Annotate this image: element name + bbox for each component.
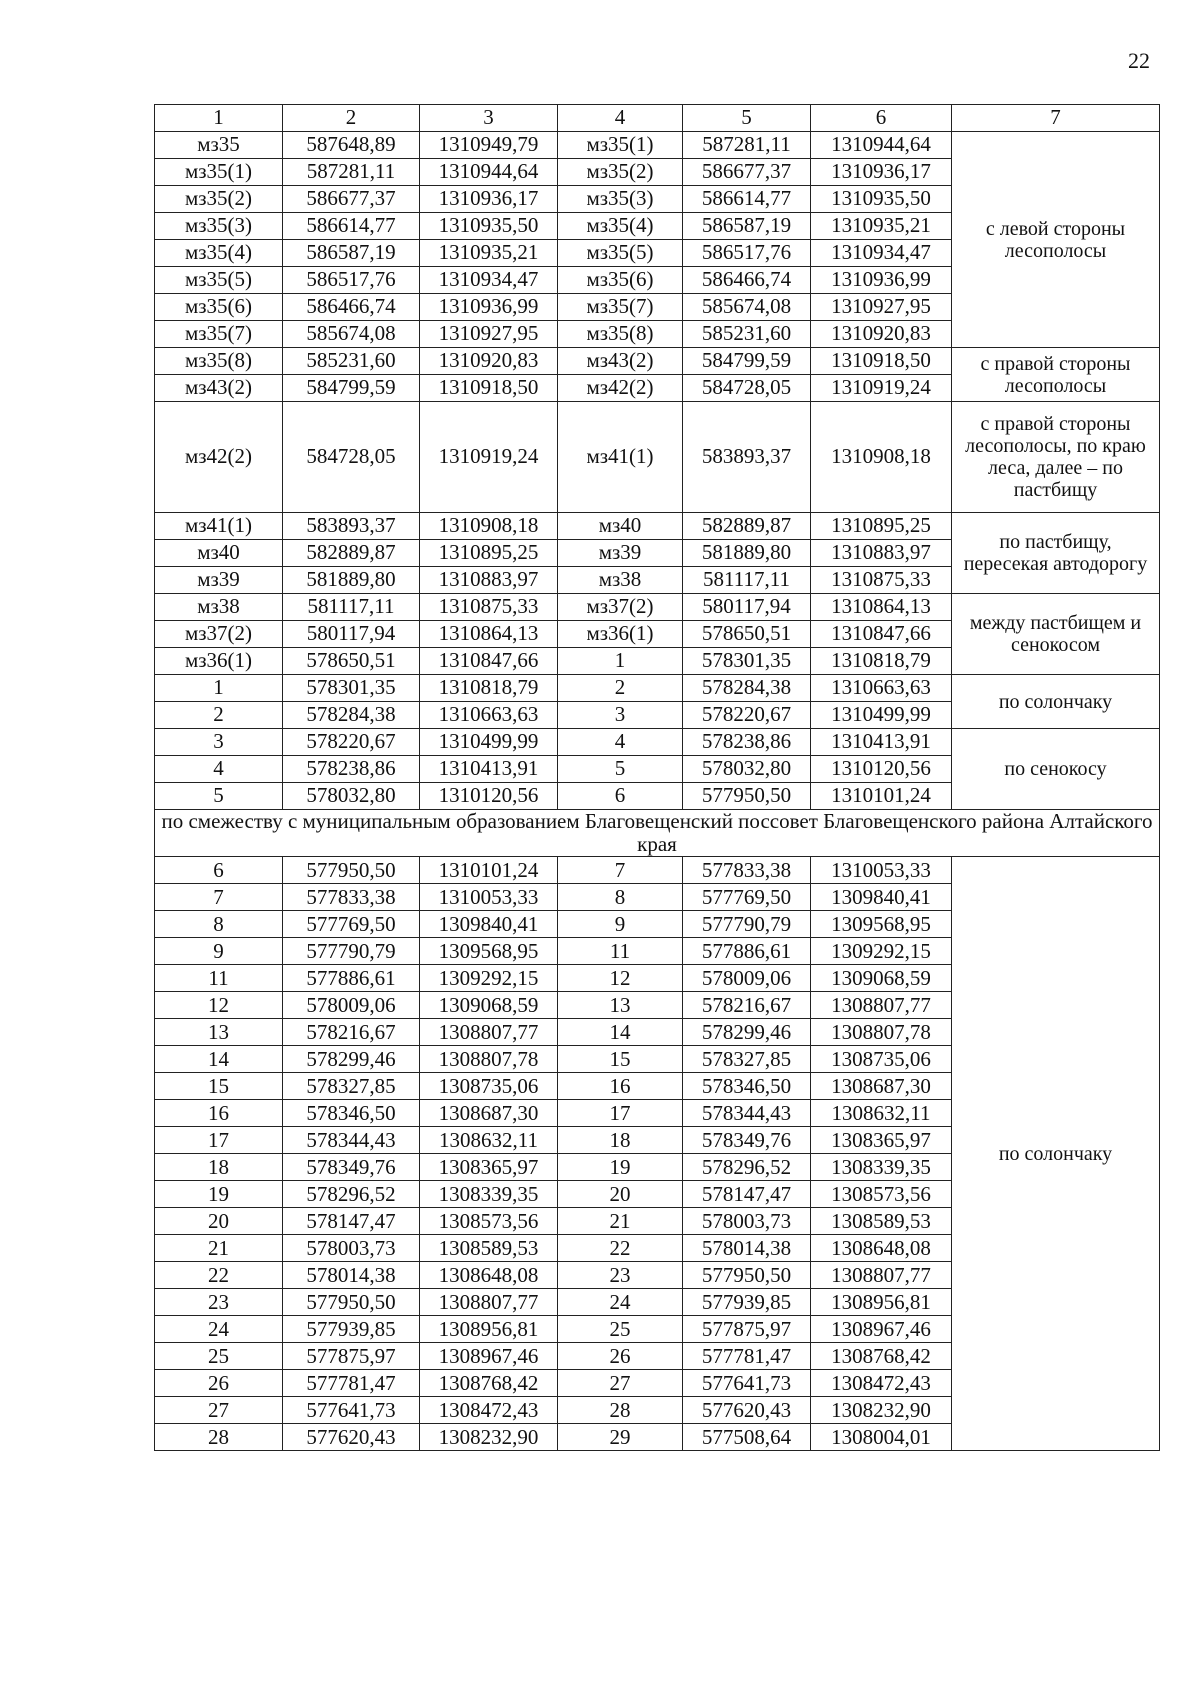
table-cell: 1308232,90 bbox=[420, 1424, 558, 1451]
table-cell: 1308573,56 bbox=[420, 1208, 558, 1235]
table-cell: 1308232,90 bbox=[811, 1397, 952, 1424]
table-cell: 577781,47 bbox=[283, 1370, 420, 1397]
table-cell: 1310883,97 bbox=[420, 567, 558, 594]
table-cell: мз35(7) bbox=[155, 321, 283, 348]
table-cell: мз35(8) bbox=[558, 321, 683, 348]
table-cell: 578327,85 bbox=[283, 1073, 420, 1100]
table-cell: 1310864,13 bbox=[811, 594, 952, 621]
table-cell: мз40 bbox=[155, 540, 283, 567]
table-cell: 577508,64 bbox=[683, 1424, 811, 1451]
table-cell: 25 bbox=[155, 1343, 283, 1370]
table-cell: 1309568,95 bbox=[811, 911, 952, 938]
table-cell: мз35(4) bbox=[155, 240, 283, 267]
table-cell: мз37(2) bbox=[558, 594, 683, 621]
table-cell: 29 bbox=[558, 1424, 683, 1451]
table-cell: 586517,76 bbox=[683, 240, 811, 267]
table-cell: 583893,37 bbox=[283, 513, 420, 540]
table-cell: 586587,19 bbox=[283, 240, 420, 267]
table-cell: 1310895,25 bbox=[420, 540, 558, 567]
table-row bbox=[155, 513, 1160, 540]
table-row bbox=[155, 132, 1160, 159]
table-cell: мз41(1) bbox=[558, 402, 683, 513]
table-cell: 1310936,99 bbox=[420, 294, 558, 321]
table-cell: 4 bbox=[558, 729, 683, 756]
table-cell: 578346,50 bbox=[283, 1100, 420, 1127]
table-cell: 1310927,95 bbox=[811, 294, 952, 321]
table-cell: 1308472,43 bbox=[420, 1397, 558, 1424]
header-cell: 2 bbox=[283, 105, 420, 132]
table-cell: 1310663,63 bbox=[420, 702, 558, 729]
table-cell: 1308648,08 bbox=[811, 1235, 952, 1262]
coordinates-table bbox=[154, 104, 1160, 1451]
table-cell: 9 bbox=[155, 938, 283, 965]
table-cell: 586614,77 bbox=[283, 213, 420, 240]
table-cell: 577790,79 bbox=[683, 911, 811, 938]
table-cell: 17 bbox=[155, 1127, 283, 1154]
table-cell: мз41(1) bbox=[155, 513, 283, 540]
table-cell: 586677,37 bbox=[283, 186, 420, 213]
table-cell: 581117,11 bbox=[283, 594, 420, 621]
table-cell: 578009,06 bbox=[283, 992, 420, 1019]
table-cell: 27 bbox=[558, 1370, 683, 1397]
table-cell: 1310883,97 bbox=[811, 540, 952, 567]
boundary-description: по солончаку bbox=[952, 675, 1160, 729]
table-cell: мз36(1) bbox=[155, 648, 283, 675]
table-cell: 577781,47 bbox=[683, 1343, 811, 1370]
table-cell: 1309292,15 bbox=[420, 965, 558, 992]
table-cell: 1308807,77 bbox=[811, 1262, 952, 1289]
table-cell: 22 bbox=[558, 1235, 683, 1262]
table-cell: 1310919,24 bbox=[811, 375, 952, 402]
table-cell: 581117,11 bbox=[683, 567, 811, 594]
table-cell: 1310847,66 bbox=[420, 648, 558, 675]
table-cell: 12 bbox=[558, 965, 683, 992]
table-cell: 578296,52 bbox=[683, 1154, 811, 1181]
table-cell: 1 bbox=[558, 648, 683, 675]
table-cell: 11 bbox=[155, 965, 283, 992]
table-cell: мз35(5) bbox=[155, 267, 283, 294]
table-cell: мз35(1) bbox=[558, 132, 683, 159]
table-cell: 578346,50 bbox=[683, 1073, 811, 1100]
table-cell: 578301,35 bbox=[683, 648, 811, 675]
table-cell: 6 bbox=[558, 783, 683, 810]
table-cell: 1310864,13 bbox=[420, 621, 558, 648]
boundary-description: с правой стороны лесополосы, по краю леса, далее – по пастбищу bbox=[952, 402, 1160, 513]
table-cell: 1308967,46 bbox=[811, 1316, 952, 1343]
table-cell: 578003,73 bbox=[683, 1208, 811, 1235]
table-cell: 581889,80 bbox=[683, 540, 811, 567]
table-cell: 578349,76 bbox=[683, 1127, 811, 1154]
table-cell: 1 bbox=[155, 675, 283, 702]
table-cell: 577769,50 bbox=[683, 884, 811, 911]
table-cell: 21 bbox=[558, 1208, 683, 1235]
table-cell: 1310935,50 bbox=[420, 213, 558, 240]
table-cell: 578327,85 bbox=[683, 1046, 811, 1073]
table-cell: 2 bbox=[155, 702, 283, 729]
table-cell: 23 bbox=[558, 1262, 683, 1289]
table-cell: 1310949,79 bbox=[420, 132, 558, 159]
table-cell: мз35(3) bbox=[155, 213, 283, 240]
table-cell: 1309068,59 bbox=[420, 992, 558, 1019]
table-cell: мз35(2) bbox=[558, 159, 683, 186]
table-cell: мз37(2) bbox=[155, 621, 283, 648]
table-cell: 1310934,47 bbox=[420, 267, 558, 294]
table-cell: мз35(6) bbox=[558, 267, 683, 294]
boundary-description: с правой стороны лесополосы bbox=[952, 348, 1160, 402]
table-cell: мз42(2) bbox=[155, 402, 283, 513]
table-cell: 1308573,56 bbox=[811, 1181, 952, 1208]
table-cell: 1309840,41 bbox=[811, 884, 952, 911]
table-cell: мз35(4) bbox=[558, 213, 683, 240]
table-cell: 1309068,59 bbox=[811, 965, 952, 992]
table-cell: мз42(2) bbox=[558, 375, 683, 402]
table-cell: 1308632,11 bbox=[420, 1127, 558, 1154]
table-cell: 578284,38 bbox=[683, 675, 811, 702]
table-cell: 15 bbox=[155, 1073, 283, 1100]
header-cell: 5 bbox=[683, 105, 811, 132]
table-cell: 17 bbox=[558, 1100, 683, 1127]
table-cell: 1308807,78 bbox=[420, 1046, 558, 1073]
table-cell: 1310499,99 bbox=[811, 702, 952, 729]
table-cell: 1308339,35 bbox=[811, 1154, 952, 1181]
table-cell: 1310053,33 bbox=[811, 857, 952, 884]
table-cell: 584728,05 bbox=[283, 402, 420, 513]
table-cell: 578238,86 bbox=[683, 729, 811, 756]
section-note: по смежеству с муниципальным образованием Благовещенский поссовет Благовещенского района Алтайского края bbox=[155, 810, 1160, 857]
table-cell: 586677,37 bbox=[683, 159, 811, 186]
table-cell: 587281,11 bbox=[283, 159, 420, 186]
table-cell: 578344,43 bbox=[683, 1100, 811, 1127]
table-cell: 24 bbox=[155, 1316, 283, 1343]
table-cell: 28 bbox=[558, 1397, 683, 1424]
table-cell: 1310120,56 bbox=[811, 756, 952, 783]
table-cell: 585231,60 bbox=[683, 321, 811, 348]
table-cell: 578014,38 bbox=[683, 1235, 811, 1262]
table-cell: 1310935,21 bbox=[420, 240, 558, 267]
table-cell: 578003,73 bbox=[283, 1235, 420, 1262]
table-cell: 578284,38 bbox=[283, 702, 420, 729]
table-cell: 577875,97 bbox=[283, 1343, 420, 1370]
table-cell: мз43(2) bbox=[558, 348, 683, 375]
table-cell: 586517,76 bbox=[283, 267, 420, 294]
table-cell: 578147,47 bbox=[283, 1208, 420, 1235]
table-cell: 1310944,64 bbox=[420, 159, 558, 186]
table-cell: 1308004,01 bbox=[811, 1424, 952, 1451]
table-cell: 577950,50 bbox=[683, 1262, 811, 1289]
table-cell: 1308768,42 bbox=[420, 1370, 558, 1397]
table-cell: 584799,59 bbox=[283, 375, 420, 402]
table-cell: 20 bbox=[558, 1181, 683, 1208]
page-number: 22 bbox=[1128, 48, 1150, 73]
table-cell: 16 bbox=[155, 1100, 283, 1127]
table-cell: 7 bbox=[558, 857, 683, 884]
table-cell: 21 bbox=[155, 1235, 283, 1262]
table-cell: 1310908,18 bbox=[811, 402, 952, 513]
table-cell: 5 bbox=[558, 756, 683, 783]
table-cell: 26 bbox=[558, 1343, 683, 1370]
table-cell: 1310935,21 bbox=[811, 213, 952, 240]
table-cell: 578344,43 bbox=[283, 1127, 420, 1154]
table-cell: 585674,08 bbox=[283, 321, 420, 348]
table-cell: 2 bbox=[558, 675, 683, 702]
table-cell: 9 bbox=[558, 911, 683, 938]
table-cell: 578147,47 bbox=[683, 1181, 811, 1208]
table-cell: 1310413,91 bbox=[811, 729, 952, 756]
table-cell: 577886,61 bbox=[683, 938, 811, 965]
table-cell: 1308768,42 bbox=[811, 1343, 952, 1370]
table-row bbox=[155, 594, 1160, 621]
table-cell: 578032,80 bbox=[283, 783, 420, 810]
table-cell: 582889,87 bbox=[683, 513, 811, 540]
table-cell: мз35 bbox=[155, 132, 283, 159]
table-cell: 577939,85 bbox=[283, 1316, 420, 1343]
table-cell: 1308807,77 bbox=[420, 1289, 558, 1316]
table-cell: 580117,94 bbox=[283, 621, 420, 648]
table-cell: 578238,86 bbox=[283, 756, 420, 783]
table-cell: 584728,05 bbox=[683, 375, 811, 402]
table-cell: 11 bbox=[558, 938, 683, 965]
table-cell: 586614,77 bbox=[683, 186, 811, 213]
table-cell: 1310918,50 bbox=[811, 348, 952, 375]
table-cell: 20 bbox=[155, 1208, 283, 1235]
table-cell: 577790,79 bbox=[283, 938, 420, 965]
table-row bbox=[155, 810, 1160, 857]
boundary-description: по солончаку bbox=[952, 857, 1160, 1451]
table-cell: 1310101,24 bbox=[811, 783, 952, 810]
table-cell: 1310936,17 bbox=[420, 186, 558, 213]
header-cell: 3 bbox=[420, 105, 558, 132]
table-cell: 578299,46 bbox=[283, 1046, 420, 1073]
table-cell: 1308735,06 bbox=[420, 1073, 558, 1100]
table-cell: 587281,11 bbox=[683, 132, 811, 159]
table-cell: 1308967,46 bbox=[420, 1343, 558, 1370]
table-cell: 577950,50 bbox=[683, 783, 811, 810]
table-cell: 1310499,99 bbox=[420, 729, 558, 756]
table-cell: 1310818,79 bbox=[420, 675, 558, 702]
table-cell: 585674,08 bbox=[683, 294, 811, 321]
table-cell: 584799,59 bbox=[683, 348, 811, 375]
table-cell: 3 bbox=[155, 729, 283, 756]
table-cell: 578301,35 bbox=[283, 675, 420, 702]
table-cell: 581889,80 bbox=[283, 567, 420, 594]
table-cell: 15 bbox=[558, 1046, 683, 1073]
table-cell: мз35(7) bbox=[558, 294, 683, 321]
table-cell: 577875,97 bbox=[683, 1316, 811, 1343]
table-cell: мз39 bbox=[558, 540, 683, 567]
table-cell: 578299,46 bbox=[683, 1019, 811, 1046]
table-cell: 578014,38 bbox=[283, 1262, 420, 1289]
table-cell: 577769,50 bbox=[283, 911, 420, 938]
table-cell: 1310936,99 bbox=[811, 267, 952, 294]
header-cell: 6 bbox=[811, 105, 952, 132]
boundary-description: между пастбищем и сенокосом bbox=[952, 594, 1160, 675]
table-cell: 1310053,33 bbox=[420, 884, 558, 911]
table-cell: 586466,74 bbox=[683, 267, 811, 294]
boundary-description: по сенокосу bbox=[952, 729, 1160, 810]
table-cell: 1308365,97 bbox=[420, 1154, 558, 1181]
table-cell: 582889,87 bbox=[283, 540, 420, 567]
table-cell: 1308956,81 bbox=[811, 1289, 952, 1316]
table-cell: 580117,94 bbox=[683, 594, 811, 621]
table-cell: 8 bbox=[155, 911, 283, 938]
table-cell: 1308807,78 bbox=[811, 1019, 952, 1046]
table-cell: 25 bbox=[558, 1316, 683, 1343]
table-cell: 577620,43 bbox=[283, 1424, 420, 1451]
table-cell: 577641,73 bbox=[283, 1397, 420, 1424]
table-cell: 1310101,24 bbox=[420, 857, 558, 884]
table-cell: 16 bbox=[558, 1073, 683, 1100]
table-cell: 1308632,11 bbox=[811, 1100, 952, 1127]
table-cell: 1308589,53 bbox=[811, 1208, 952, 1235]
table-cell: 1308365,97 bbox=[811, 1127, 952, 1154]
table-cell: 28 bbox=[155, 1424, 283, 1451]
table-cell: 18 bbox=[155, 1154, 283, 1181]
table-cell: 578650,51 bbox=[283, 648, 420, 675]
table-cell: 3 bbox=[558, 702, 683, 729]
table-cell: 578650,51 bbox=[683, 621, 811, 648]
table-cell: 1309292,15 bbox=[811, 938, 952, 965]
table-cell: 1308648,08 bbox=[420, 1262, 558, 1289]
table-cell: 1310920,83 bbox=[420, 348, 558, 375]
table-cell: 12 bbox=[155, 992, 283, 1019]
table-cell: 7 bbox=[155, 884, 283, 911]
table-cell: мз36(1) bbox=[558, 621, 683, 648]
table-cell: мз40 bbox=[558, 513, 683, 540]
table-cell: 24 bbox=[558, 1289, 683, 1316]
table-cell: 578349,76 bbox=[283, 1154, 420, 1181]
table-cell: 578220,67 bbox=[683, 702, 811, 729]
table-cell: мз35(5) bbox=[558, 240, 683, 267]
table-body bbox=[155, 132, 1160, 1451]
table-cell: 27 bbox=[155, 1397, 283, 1424]
table-cell: 1308807,77 bbox=[420, 1019, 558, 1046]
header-cell: 1 bbox=[155, 105, 283, 132]
boundary-description: по пастбищу, пересекая автодорогу bbox=[952, 513, 1160, 594]
table-cell: 1308589,53 bbox=[420, 1235, 558, 1262]
table-cell: 22 bbox=[155, 1262, 283, 1289]
table-cell: 1310908,18 bbox=[420, 513, 558, 540]
table-cell: мз35(3) bbox=[558, 186, 683, 213]
table-cell: 1308687,30 bbox=[811, 1073, 952, 1100]
table-cell: 18 bbox=[558, 1127, 683, 1154]
table-cell: 586466,74 bbox=[283, 294, 420, 321]
table-cell: мз35(8) bbox=[155, 348, 283, 375]
table-cell: 4 bbox=[155, 756, 283, 783]
table-cell: 578216,67 bbox=[283, 1019, 420, 1046]
table-cell: 5 bbox=[155, 783, 283, 810]
table-cell: 577833,38 bbox=[683, 857, 811, 884]
table-cell: 577641,73 bbox=[683, 1370, 811, 1397]
table-cell: 577886,61 bbox=[283, 965, 420, 992]
table-cell: 1310944,64 bbox=[811, 132, 952, 159]
table-row bbox=[155, 348, 1160, 375]
table-cell: мз35(2) bbox=[155, 186, 283, 213]
table-cell: 578009,06 bbox=[683, 965, 811, 992]
table-cell: мз38 bbox=[155, 594, 283, 621]
table-cell: 8 bbox=[558, 884, 683, 911]
table-row bbox=[155, 402, 1160, 513]
table-cell: 1310936,17 bbox=[811, 159, 952, 186]
table-cell: 1309568,95 bbox=[420, 938, 558, 965]
table-row bbox=[155, 729, 1160, 756]
table-cell: 587648,89 bbox=[283, 132, 420, 159]
table-cell: мз35(6) bbox=[155, 294, 283, 321]
table-cell: 1308956,81 bbox=[420, 1316, 558, 1343]
table-row bbox=[155, 675, 1160, 702]
table-cell: 6 bbox=[155, 857, 283, 884]
table-cell: 578032,80 bbox=[683, 756, 811, 783]
table-cell: 577950,50 bbox=[283, 1289, 420, 1316]
table-cell: 577950,50 bbox=[283, 857, 420, 884]
table-cell: 1310120,56 bbox=[420, 783, 558, 810]
table-cell: 1308807,77 bbox=[811, 992, 952, 1019]
table-cell: 1310927,95 bbox=[420, 321, 558, 348]
table-cell: 578220,67 bbox=[283, 729, 420, 756]
table-cell: 1310663,63 bbox=[811, 675, 952, 702]
table-cell: 577833,38 bbox=[283, 884, 420, 911]
table-cell: 1310875,33 bbox=[811, 567, 952, 594]
table-cell: 1310818,79 bbox=[811, 648, 952, 675]
table-cell: 26 bbox=[155, 1370, 283, 1397]
table-cell: 585231,60 bbox=[283, 348, 420, 375]
header-row bbox=[155, 105, 1160, 132]
table-cell: мз38 bbox=[558, 567, 683, 594]
table-cell: 23 bbox=[155, 1289, 283, 1316]
table-cell: 1310895,25 bbox=[811, 513, 952, 540]
table-cell: 14 bbox=[155, 1046, 283, 1073]
table-cell: 1310847,66 bbox=[811, 621, 952, 648]
table-cell: мз35(1) bbox=[155, 159, 283, 186]
table-cell: 1310413,91 bbox=[420, 756, 558, 783]
table-cell: 14 bbox=[558, 1019, 683, 1046]
table-cell: 1308339,35 bbox=[420, 1181, 558, 1208]
header-cell: 4 bbox=[558, 105, 683, 132]
table-cell: 1308472,43 bbox=[811, 1370, 952, 1397]
table-cell: 19 bbox=[155, 1181, 283, 1208]
table-cell: 1310934,47 bbox=[811, 240, 952, 267]
table-cell: 13 bbox=[558, 992, 683, 1019]
table-cell: 1310918,50 bbox=[420, 375, 558, 402]
table-cell: 1310875,33 bbox=[420, 594, 558, 621]
header-cell: 7 bbox=[952, 105, 1160, 132]
table-cell: 13 bbox=[155, 1019, 283, 1046]
table-cell: 1309840,41 bbox=[420, 911, 558, 938]
table-cell: 19 bbox=[558, 1154, 683, 1181]
table-cell: 1308687,30 bbox=[420, 1100, 558, 1127]
table-cell: 578216,67 bbox=[683, 992, 811, 1019]
table-cell: 583893,37 bbox=[683, 402, 811, 513]
table-cell: 1308735,06 bbox=[811, 1046, 952, 1073]
table-cell: мз39 bbox=[155, 567, 283, 594]
table-cell: мз43(2) bbox=[155, 375, 283, 402]
table-row bbox=[155, 857, 1160, 884]
table-cell: 1310919,24 bbox=[420, 402, 558, 513]
table-cell: 577620,43 bbox=[683, 1397, 811, 1424]
boundary-description: с левой стороны лесополосы bbox=[952, 132, 1160, 348]
table-cell: 578296,52 bbox=[283, 1181, 420, 1208]
table-cell: 586587,19 bbox=[683, 213, 811, 240]
table-cell: 577939,85 bbox=[683, 1289, 811, 1316]
table-cell: 1310920,83 bbox=[811, 321, 952, 348]
table-cell: 1310935,50 bbox=[811, 186, 952, 213]
